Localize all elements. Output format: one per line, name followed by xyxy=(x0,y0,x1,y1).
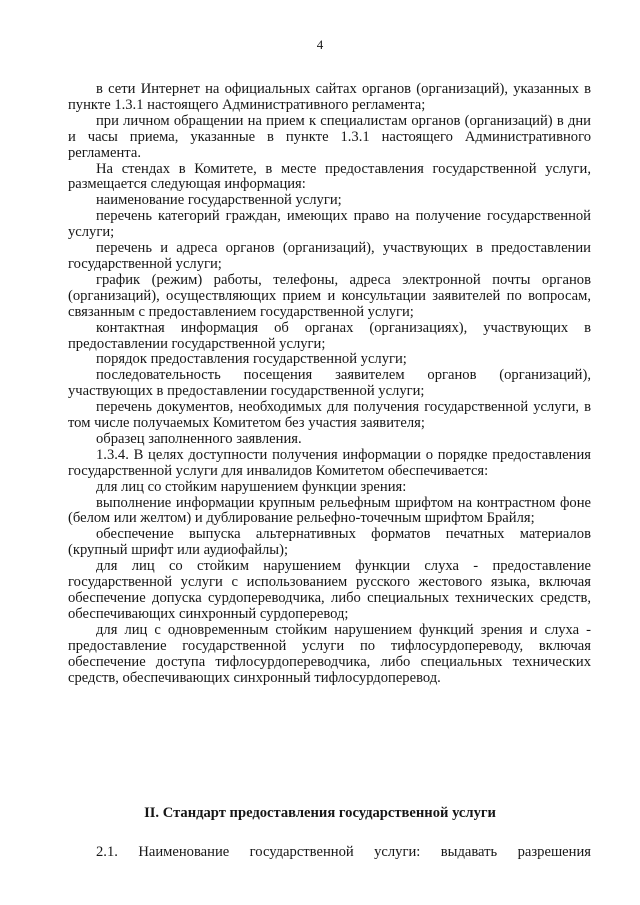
list-item-citizen-categories: перечень категорий граждан, имеющих право на получение государственной услуги; xyxy=(68,208,591,241)
paragraph-hearing-impaired: для лиц со стойким нарушением функции слуха - предоставление государственной услуги с использованием русского жестового языка, включая обеспечение допуска сурдопереводчика, либо специальных технических средств, обеспечивающих синхронный сурдоперевод; xyxy=(68,558,591,622)
list-item-alt-formats: обеспечение выпуска альтернативных форматов печатных материалов (крупный шрифт или аудиофайлы); xyxy=(68,526,591,559)
document-body xyxy=(68,82,591,686)
paragraph-vision-impaired: для лиц со стойким нарушением функции зрения: xyxy=(96,478,407,495)
paragraph-internet: в сети Интернет на официальных сайтах органов (организаций), указанных в пункте 1.3.1 настоящего Административного регламента; xyxy=(68,81,591,113)
list-item-service-name: наименование государственной услуги; xyxy=(96,192,342,209)
paragraph-personal-visit: при личном обращении на прием к специалистам органов (организаций) в дни и часы приема, указанные в пункте 1.3.1 настоящего Административного регламента. xyxy=(68,112,591,161)
list-item-schedule: график (режим) работы, телефоны, адреса электронной почты органов (организаций), осуществляющих прием и консультации заявителей по вопросам, связанным с предоставлением государственной услуги; xyxy=(68,271,591,320)
paragraph-2-1: 2.1. Наименование государственной услуги: выдавать разрешения xyxy=(96,844,591,860)
page-number: 4 xyxy=(316,37,324,52)
list-item-contact-info: контактная информация об органах (организациях), участвующих в предоставлении государственной услуги; xyxy=(68,319,591,352)
paragraph-1-3-4: 1.3.4. В целях доступности получения информации о порядке предоставления государственной услуги для инвалидов Комитетом обеспечивается: xyxy=(68,446,591,479)
list-item-visit-sequence: последовательность посещения заявителем органов (организаций), участвующих в предоставлении государственной услуги; xyxy=(68,367,591,400)
list-item-procedure: порядок предоставления государственной услуги; xyxy=(96,351,407,368)
paragraph-stands: На стендах в Комитете, в месте предоставления государственной услуги, размещается следующая информация: xyxy=(68,160,591,193)
list-item-addresses: перечень и адреса органов (организаций), участвующих в предоставлении государственной услуги; xyxy=(68,240,591,272)
list-item-documents: перечень документов, необходимых для получения государственной услуги, в том числе получаемых Комитетом без участия заявителя; xyxy=(68,399,591,432)
section-heading: II. Стандарт предоставления государственной услуги xyxy=(144,805,496,821)
list-item-braille: выполнение информации крупным рельефным шрифтом на контрастном фоне (белом или желтом) и дублирование рельефно-точечным шрифтом Брайля; xyxy=(68,494,591,527)
list-item-sample-application: образец заполненного заявления. xyxy=(96,430,302,447)
paragraph-deafblind: для лиц с одновременным стойким нарушением функций зрения и слуха - предоставление государственной услуги по тифлосурдопереводу, включая обеспечение доступа тифлосурдопереводчика, либо специальных технических средств, обеспечивающих синхронный тифлосурдоперевод. xyxy=(68,621,591,686)
